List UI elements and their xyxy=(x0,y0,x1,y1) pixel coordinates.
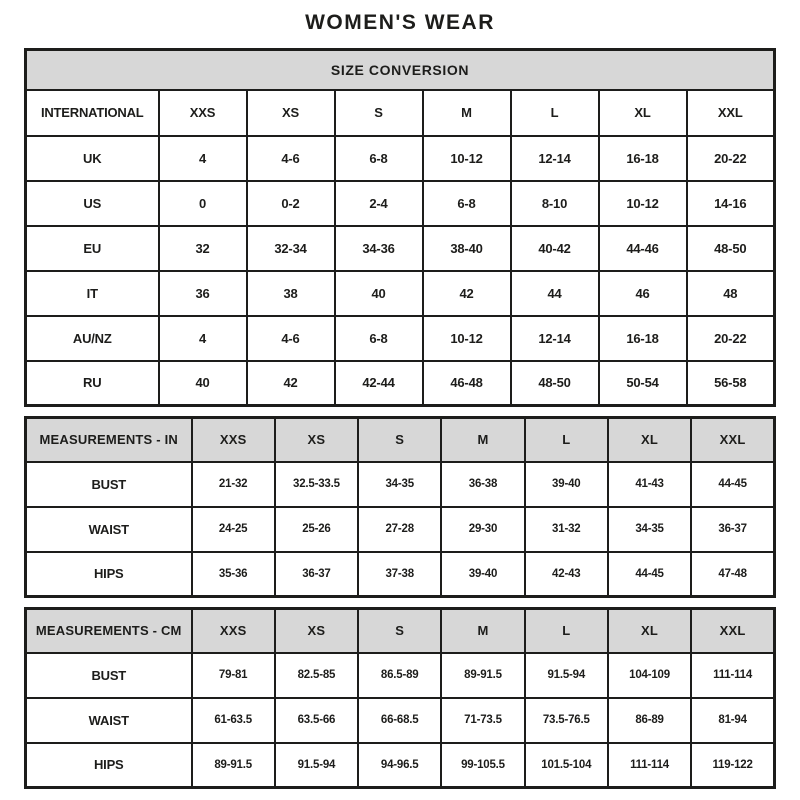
cell: 66-68.5 xyxy=(358,698,441,743)
table-row xyxy=(26,653,775,698)
column-header: S xyxy=(335,90,423,136)
column-header: XXS xyxy=(192,418,275,462)
table-row xyxy=(26,271,775,316)
row-label: HIPS xyxy=(26,552,192,597)
cell: 81-94 xyxy=(691,698,774,743)
row-label: HIPS xyxy=(26,743,192,788)
cell: 48-50 xyxy=(687,226,775,271)
cell: 34-35 xyxy=(608,507,691,552)
cell: 99-105.5 xyxy=(441,743,524,788)
cell: 79-81 xyxy=(192,653,275,698)
corner-header: MEASUREMENTS - CM xyxy=(26,609,192,653)
cell: 38 xyxy=(247,271,335,316)
cell: 46 xyxy=(599,271,687,316)
page-title: WOMEN'S WEAR xyxy=(305,11,495,34)
cell: 94-96.5 xyxy=(358,743,441,788)
cell: 31-32 xyxy=(525,507,608,552)
column-header: XL xyxy=(608,418,691,462)
cell: 0-2 xyxy=(247,181,335,226)
row-label: US xyxy=(26,181,159,226)
cell: 40 xyxy=(159,361,247,406)
cell: 82.5-85 xyxy=(275,653,358,698)
cell: 119-122 xyxy=(691,743,774,788)
cell: 10-12 xyxy=(599,181,687,226)
column-header: XXL xyxy=(687,90,775,136)
column-header: M xyxy=(441,609,524,653)
table-row xyxy=(26,136,775,181)
cell: 39-40 xyxy=(525,462,608,507)
cell: 41-43 xyxy=(608,462,691,507)
cell: 42 xyxy=(423,271,511,316)
row-label: AU/NZ xyxy=(26,316,159,361)
cell: 56-58 xyxy=(687,361,775,406)
cell: 71-73.5 xyxy=(441,698,524,743)
cell: 39-40 xyxy=(441,552,524,597)
cell: 36-38 xyxy=(441,462,524,507)
header-row xyxy=(26,90,775,136)
cell: 10-12 xyxy=(423,316,511,361)
table-row xyxy=(26,361,775,406)
cell: 44-45 xyxy=(608,552,691,597)
cell: 91.5-94 xyxy=(525,653,608,698)
cell: 111-114 xyxy=(608,743,691,788)
column-header: L xyxy=(511,90,599,136)
cell: 24-25 xyxy=(192,507,275,552)
column-header: L xyxy=(525,418,608,462)
cell: 36-37 xyxy=(691,507,774,552)
cell: 35-36 xyxy=(192,552,275,597)
cell: 89-91.5 xyxy=(192,743,275,788)
cell: 0 xyxy=(159,181,247,226)
cell: 12-14 xyxy=(511,136,599,181)
cell: 86-89 xyxy=(608,698,691,743)
cell: 101.5-104 xyxy=(525,743,608,788)
cell: 91.5-94 xyxy=(275,743,358,788)
cell: 48-50 xyxy=(511,361,599,406)
column-header: L xyxy=(525,609,608,653)
row-label: BUST xyxy=(26,653,192,698)
table-row xyxy=(26,181,775,226)
cell: 32.5-33.5 xyxy=(275,462,358,507)
measurements-cm-table xyxy=(24,607,776,789)
row-label: RU xyxy=(26,361,159,406)
table-row xyxy=(26,462,775,507)
row-label: BUST xyxy=(26,462,192,507)
cell: 61-63.5 xyxy=(192,698,275,743)
cell: 10-12 xyxy=(423,136,511,181)
size-conversion-table xyxy=(24,48,776,407)
cell: 8-10 xyxy=(511,181,599,226)
table-row xyxy=(26,226,775,271)
cell: 32-34 xyxy=(247,226,335,271)
header-row xyxy=(26,609,775,653)
cell: 36-37 xyxy=(275,552,358,597)
table-row xyxy=(26,743,775,788)
cell: 4-6 xyxy=(247,316,335,361)
cell: 14-16 xyxy=(687,181,775,226)
cell: 37-38 xyxy=(358,552,441,597)
cell: 44 xyxy=(511,271,599,316)
cell: 44-45 xyxy=(691,462,774,507)
cell: 16-18 xyxy=(599,136,687,181)
cell: 20-22 xyxy=(687,136,775,181)
cell: 4 xyxy=(159,136,247,181)
measurements-in-table xyxy=(24,416,776,598)
cell: 21-32 xyxy=(192,462,275,507)
cell: 27-28 xyxy=(358,507,441,552)
cell: 12-14 xyxy=(511,316,599,361)
column-header: M xyxy=(423,90,511,136)
cell: 44-46 xyxy=(599,226,687,271)
row-label: UK xyxy=(26,136,159,181)
column-header: XXL xyxy=(691,418,774,462)
cell: 36 xyxy=(159,271,247,316)
cell: 32 xyxy=(159,226,247,271)
cell: 42 xyxy=(247,361,335,406)
column-header: XS xyxy=(247,90,335,136)
corner-header: INTERNATIONAL xyxy=(26,90,159,136)
row-label: IT xyxy=(26,271,159,316)
cell: 6-8 xyxy=(423,181,511,226)
column-header: S xyxy=(358,418,441,462)
cell: 86.5-89 xyxy=(358,653,441,698)
cell: 40-42 xyxy=(511,226,599,271)
cell: 46-48 xyxy=(423,361,511,406)
table-row xyxy=(26,507,775,552)
row-label: WAIST xyxy=(26,698,192,743)
cell: 34-36 xyxy=(335,226,423,271)
cell: 6-8 xyxy=(335,316,423,361)
column-header: M xyxy=(441,418,524,462)
cell: 89-91.5 xyxy=(441,653,524,698)
corner-header: MEASUREMENTS - IN xyxy=(26,418,192,462)
cell: 63.5-66 xyxy=(275,698,358,743)
column-header: XS xyxy=(275,418,358,462)
table-row xyxy=(26,316,775,361)
cell: 20-22 xyxy=(687,316,775,361)
cell: 50-54 xyxy=(599,361,687,406)
cell: 73.5-76.5 xyxy=(525,698,608,743)
row-label: WAIST xyxy=(26,507,192,552)
cell: 29-30 xyxy=(441,507,524,552)
column-header: XXL xyxy=(691,609,774,653)
table-row xyxy=(26,552,775,597)
column-header: S xyxy=(358,609,441,653)
cell: 2-4 xyxy=(335,181,423,226)
table-title: SIZE CONVERSION xyxy=(26,50,775,90)
column-header: XS xyxy=(275,609,358,653)
column-header: XXS xyxy=(192,609,275,653)
column-header: XL xyxy=(608,609,691,653)
cell: 6-8 xyxy=(335,136,423,181)
cell: 47-48 xyxy=(691,552,774,597)
cell: 16-18 xyxy=(599,316,687,361)
table-row xyxy=(26,698,775,743)
column-header: XL xyxy=(599,90,687,136)
cell: 42-44 xyxy=(335,361,423,406)
cell: 40 xyxy=(335,271,423,316)
cell: 111-114 xyxy=(691,653,774,698)
cell: 25-26 xyxy=(275,507,358,552)
cell: 34-35 xyxy=(358,462,441,507)
cell: 42-43 xyxy=(525,552,608,597)
header-row xyxy=(26,418,775,462)
column-header: XXS xyxy=(159,90,247,136)
cell: 4 xyxy=(159,316,247,361)
cell: 38-40 xyxy=(423,226,511,271)
row-label: EU xyxy=(26,226,159,271)
cell: 4-6 xyxy=(247,136,335,181)
cell: 104-109 xyxy=(608,653,691,698)
cell: 48 xyxy=(687,271,775,316)
